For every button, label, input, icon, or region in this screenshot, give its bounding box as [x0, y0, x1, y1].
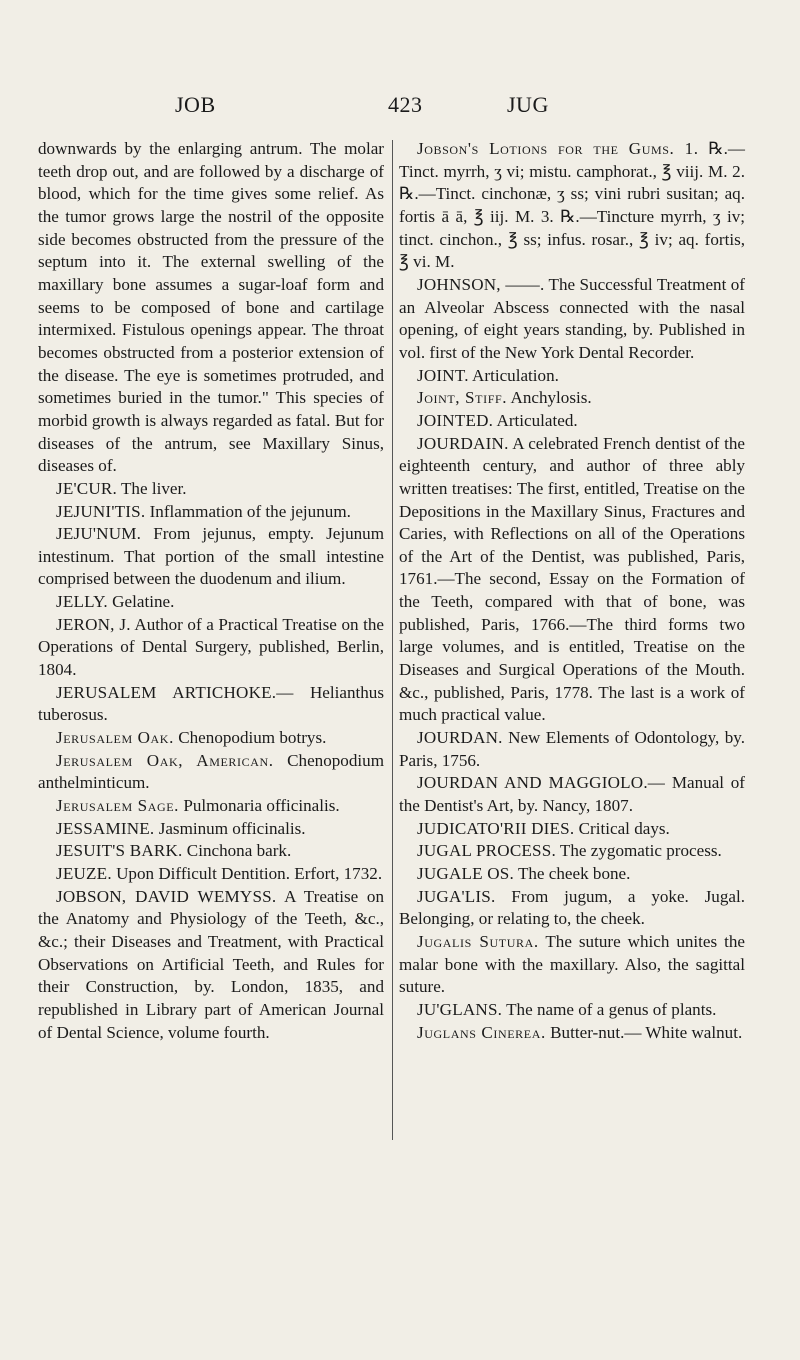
definition: Chenopodium anthelminticum. [38, 750, 384, 793]
headword: JUGA'LIS. [417, 886, 496, 906]
dictionary-entry [38, 682, 384, 727]
dictionary-entry [399, 387, 745, 410]
headword: JEJU'NUM. [56, 524, 142, 544]
headword: JUGAL PROCESS. [417, 841, 556, 861]
dictionary-entry [38, 818, 384, 841]
left-column [38, 138, 384, 1044]
definition: Helianthus tuberosus. [38, 682, 384, 725]
headword: JOURDAIN. [417, 433, 509, 453]
column-divider [392, 140, 393, 1140]
headword: JESUIT'S BARK. [56, 841, 183, 861]
headword: JERON, J. [56, 614, 131, 634]
definition: The name of a genus of plants. [506, 999, 717, 1019]
headword: Juglans Cinerea. [417, 1022, 546, 1042]
header-right-guide-word: JUG [507, 92, 549, 117]
right-column [399, 138, 745, 1044]
dictionary-entry [399, 727, 745, 772]
headword: JUDICATO'RII DIES. [417, 818, 575, 838]
headword: Jobson's Lotions for the Gums. 1. [417, 139, 699, 158]
dictionary-entry [399, 931, 745, 999]
definition: ℞.—Tinct. myrrh, ʒ vi; mistu. camphorat., ℥ viij. M. 2. ℞.—Tinct. cinchonæ, ʒ ss; vini rubri susitan; aq. fortis ā ā, ℥ iij. M. 3. ℞.—Tincture myrrh, ʒ iv; tinct. cinchon., ℥ ss; infus. rosar., ℥ iv; aq. fortis, ℥ vi. M. [399, 139, 745, 272]
headword: JOINT. [417, 365, 469, 385]
headword: JOINTED. [417, 410, 494, 430]
dictionary-entry [399, 840, 745, 863]
dictionary-entry [399, 138, 745, 274]
headword: JOHNSON, ——. [417, 274, 545, 294]
dictionary-entry [38, 478, 384, 501]
dictionary-entry [399, 818, 745, 841]
definition: Jasminum officinalis. [158, 818, 306, 838]
dictionary-entry [399, 365, 745, 388]
dictionary-entry [38, 750, 384, 795]
definition: Gelatine. [112, 592, 175, 612]
headword: JOURDAN AND MAGGIOLO.— [417, 773, 666, 793]
definition: The cheek bone. [517, 864, 631, 883]
definition: Critical days. [578, 818, 670, 838]
headword: Jerusalem Oak. [56, 728, 174, 748]
dictionary-entry [38, 727, 384, 750]
definition: From jugum, a yoke. Jugal. Belonging, or relating to, the cheek. [399, 886, 745, 929]
dictionary-entry [399, 772, 745, 817]
dictionary-entry [38, 886, 384, 1045]
definition: Manual of the Dentist's Art, by. Nancy, 1807. [399, 773, 745, 816]
definition: Upon Difficult Dentition. Erfort, 1732. [116, 864, 383, 883]
headword: JERUSALEM ARTICHOKE.— [56, 682, 294, 702]
dictionary-entry [38, 501, 384, 524]
definition: Pulmonaria officinalis. [183, 796, 340, 816]
definition: New Elements of Odontology, by. Paris, 1756. [399, 728, 746, 770]
definition: Inflammation of the jejunum. [149, 501, 351, 521]
dictionary-entry [399, 274, 745, 365]
headword: JOURDAN. [417, 728, 503, 748]
headword: Jugalis Sutura. [417, 931, 539, 951]
definition: From jejunus, empty. Jejunum intestinum. That portion of the small intestine comprised between the duodenum and ilium. [38, 524, 384, 589]
header-left-guide-word: JOB [175, 92, 216, 117]
headword: Jerusalem Sage. [56, 796, 180, 816]
definition: Chenopodium botrys. [178, 728, 327, 748]
dictionary-entry [38, 523, 384, 591]
headword: JESSAMINE. [56, 818, 155, 838]
dictionary-entry [38, 863, 384, 886]
headword: JU'GLANS. [417, 999, 503, 1019]
definition: A celebrated French dentist of the eighteenth century, and author of three ably written treatises: The first, entitled, Treatise on the Depositions in the Maxillary Sinus, Fractures and Caries, with Reflections on all of the Operations of the Art of the Dentist, was published, Paris, 1761.—The second, Essay on the Formation of the Teeth, compared with that of bone, was published, Paris, 1766.—The third forms two large volumes, and is entitled, Treatise on the Diseases and Surgical Operations of the Mouth. &c., published, Paris, 1778. The last is a work of much practical value. [399, 433, 745, 725]
dictionary-entry [399, 886, 745, 931]
definition: Cinchona bark. [186, 841, 292, 861]
definition: The Successful Treatment of an Alveolar Abscess connected with the nasal opening, of eight years standing, by. Published in vol. first of the New York Dental Recorder. [399, 274, 745, 362]
dictionary-entry [399, 433, 745, 728]
headword: JE'CUR. [56, 478, 117, 498]
definition: A Treatise on the Anatomy and Physiology of the Teeth, &c., &c.; their Diseases and Treatment, with Practical Observations on Artificial Teeth, and Rules for their Construction, by. London, 1835, and republished in Library part of American Journal of Dental Science, volume fourth. [38, 886, 384, 1042]
definition: Author of a Practical Treatise on the Operations of Dental Surgery, published, Berlin, 1804. [38, 614, 384, 680]
definition: Butter-nut.— White walnut. [550, 1022, 743, 1042]
definition: Anchylosis. [510, 388, 592, 408]
definition: The suture which unites the malar bone with the maxillary. Also, the sagittal suture. [399, 931, 745, 997]
definition: Articulated. [496, 410, 578, 430]
dictionary-entry [38, 840, 384, 863]
dictionary-entry [38, 614, 384, 682]
dictionary-entry [399, 999, 745, 1022]
dictionary-entry: downwards by the enlarging antrum. The molar teeth drop out, and are followed by a discharge of blood, which for the time gives some relief. As the tumor grows large the nostril of the opposite side becomes obstructed from the pressure of the septum into it. The external swelling of the maxillary bone assumes a sugar-loaf form and seems to be composed of bone and cartilage intermixed. Fistulous openings appear. The throat becomes obstructed from a posterior extension of the disease. The eye is sometimes protruded, and sometimes buried in the tumor." This species of morbid growth is always regarded as fatal. But for diseases of the antrum, see Maxillary Sinus, diseases of. [38, 139, 384, 476]
dictionary-entry [38, 591, 384, 614]
headword: Joint, Stiff. [417, 388, 508, 408]
definition: Articulation. [472, 365, 559, 385]
headword: JOBSON, DAVID WEMYSS. [56, 886, 277, 906]
headword: JEJUNI'TIS. [56, 501, 146, 521]
dictionary-entry [38, 795, 384, 818]
page-number: 423 [388, 92, 423, 117]
running-header [0, 92, 800, 122]
headword: JELLY. [56, 592, 108, 612]
definition: The zygomatic process. [559, 841, 722, 861]
headword: JUGALE OS. [417, 864, 514, 883]
dictionary-entry [399, 863, 745, 886]
dictionary-entry [399, 1022, 745, 1045]
headword: JEUZE. [56, 864, 112, 883]
headword: Jerusalem Oak, American. [56, 750, 274, 770]
dictionary-entry [399, 410, 745, 433]
definition: The liver. [120, 478, 187, 498]
